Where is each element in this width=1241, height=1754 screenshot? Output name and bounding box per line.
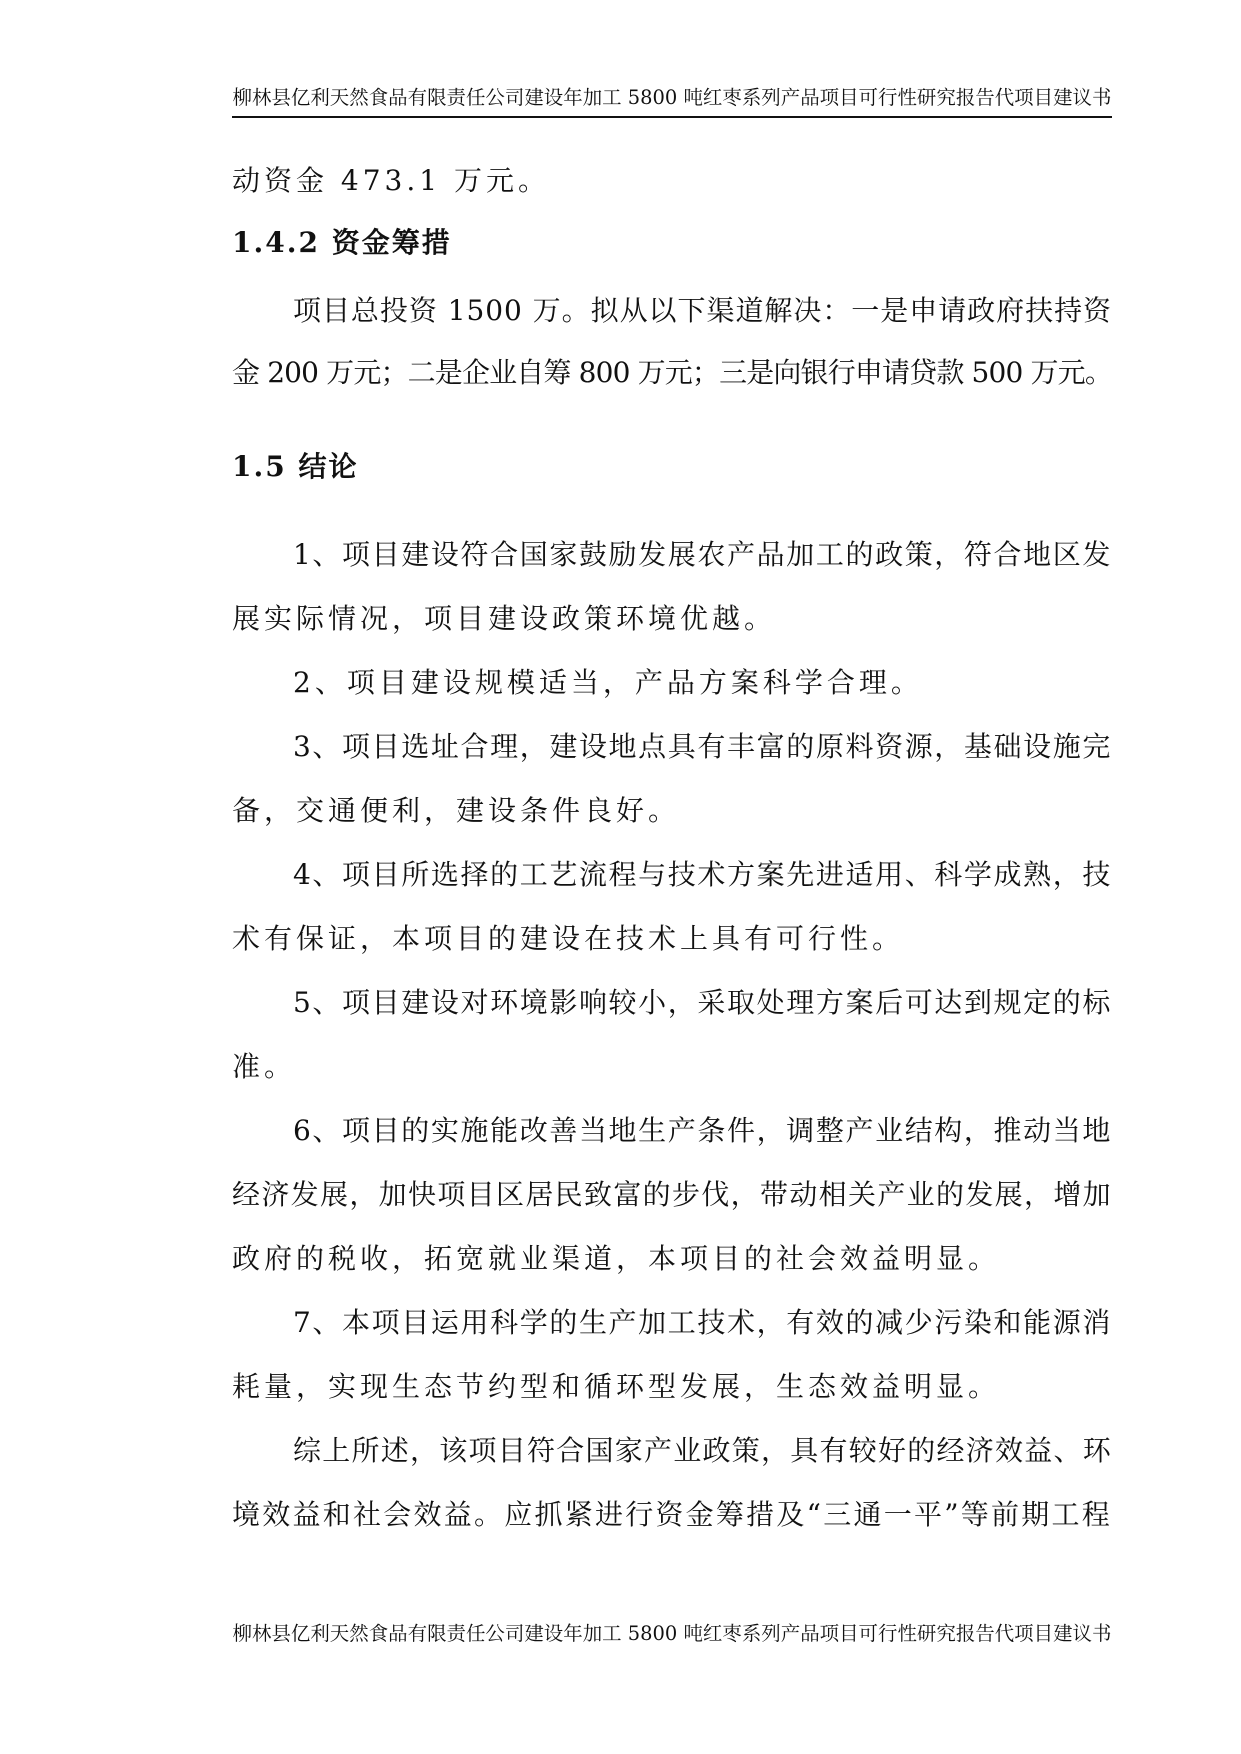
running-footer: 柳林县亿利天然食品有限责任公司建设年加工 5800 吨红枣系列产品项目可行性研究报告代项目建议书 [232,1622,1112,1645]
body-line [0,1496,1241,1534]
running-header: 柳林县亿利天然食品有限责任公司建设年加工 5800 吨红枣系列产品项目可行性研究报告代项目建议书 [232,86,1112,109]
body-line-text: 展实际情况，项目建设政策环境优越。 [232,602,777,635]
body-line [0,1112,1241,1150]
body-line-text: 境效益和社会效益。应抓紧进行资金筹措及“三通一平”等前期工程 [232,1498,1112,1531]
section-heading-text: 1.5 结论 [232,450,359,483]
body-line [0,792,1241,830]
body-line [0,292,1241,330]
body-line [0,1432,1241,1470]
body-line [0,536,1241,574]
body-line-text: 金 200 万元；二是企业自筹 800 万元；三是向银行申请贷款 500 万元。 [232,356,1112,389]
body-line [0,984,1241,1022]
header-rule [232,116,1112,118]
section-heading-1-4-2 [0,224,1241,262]
body-line [0,162,1241,200]
body-line-text: 1、项目建设符合国家鼓励发展农产品加工的政策，符合地区发 [293,538,1112,571]
body-line [0,1240,1241,1278]
body-line [0,664,1241,702]
body-line-text: 2、项目建设规模适当，产品方案科学合理。 [293,666,923,699]
body-line-text: 综上所述，该项目符合国家产业政策，具有较好的经济效益、环 [293,1434,1112,1467]
body-line-text: 项目总投资 1500 万。拟从以下渠道解决：一是申请政府扶持资 [293,294,1112,327]
body-line-text: 经济发展，加快项目区居民致富的步伐，带动相关产业的发展，增加 [232,1178,1112,1211]
section-heading-1-5 [0,448,1241,486]
body-line-text: 备，交通便利，建设条件良好。 [232,794,681,827]
body-line [0,600,1241,638]
body-line [0,1176,1241,1214]
body-line [0,856,1241,894]
body-line-text: 政府的税收，拓宽就业渠道，本项目的社会效益明显。 [232,1242,1001,1275]
body-line-text: 7、本项目运用科学的生产加工技术，有效的减少污染和能源消 [293,1306,1112,1339]
body-line-text: 6、项目的实施能改善当地生产条件，调整产业结构，推动当地 [293,1114,1112,1147]
body-line [0,1304,1241,1342]
body-line-text: 4、项目所选择的工艺流程与技术方案先进适用、科学成熟，技 [293,858,1112,891]
body-line-text: 术有保证，本项目的建设在技术上具有可行性。 [232,922,905,955]
body-line [0,728,1241,766]
body-line [0,920,1241,958]
body-line-text: 5、项目建设对环境影响较小，采取处理方案后可达到规定的标 [293,986,1112,1019]
body-line [0,1048,1241,1086]
body-line-text: 3、项目选址合理，建设地点具有丰富的原料资源，基础设施完 [293,730,1112,763]
body-line-text: 耗量，实现生态节约型和循环型发展，生态效益明显。 [232,1370,1001,1403]
section-heading-text: 1.4.2 资金筹措 [232,226,452,259]
body-line-text: 动资金 473.1 万元。 [232,164,550,197]
body-line-text: 准。 [232,1050,297,1083]
body-line [0,1368,1241,1406]
body-line [0,354,1241,392]
